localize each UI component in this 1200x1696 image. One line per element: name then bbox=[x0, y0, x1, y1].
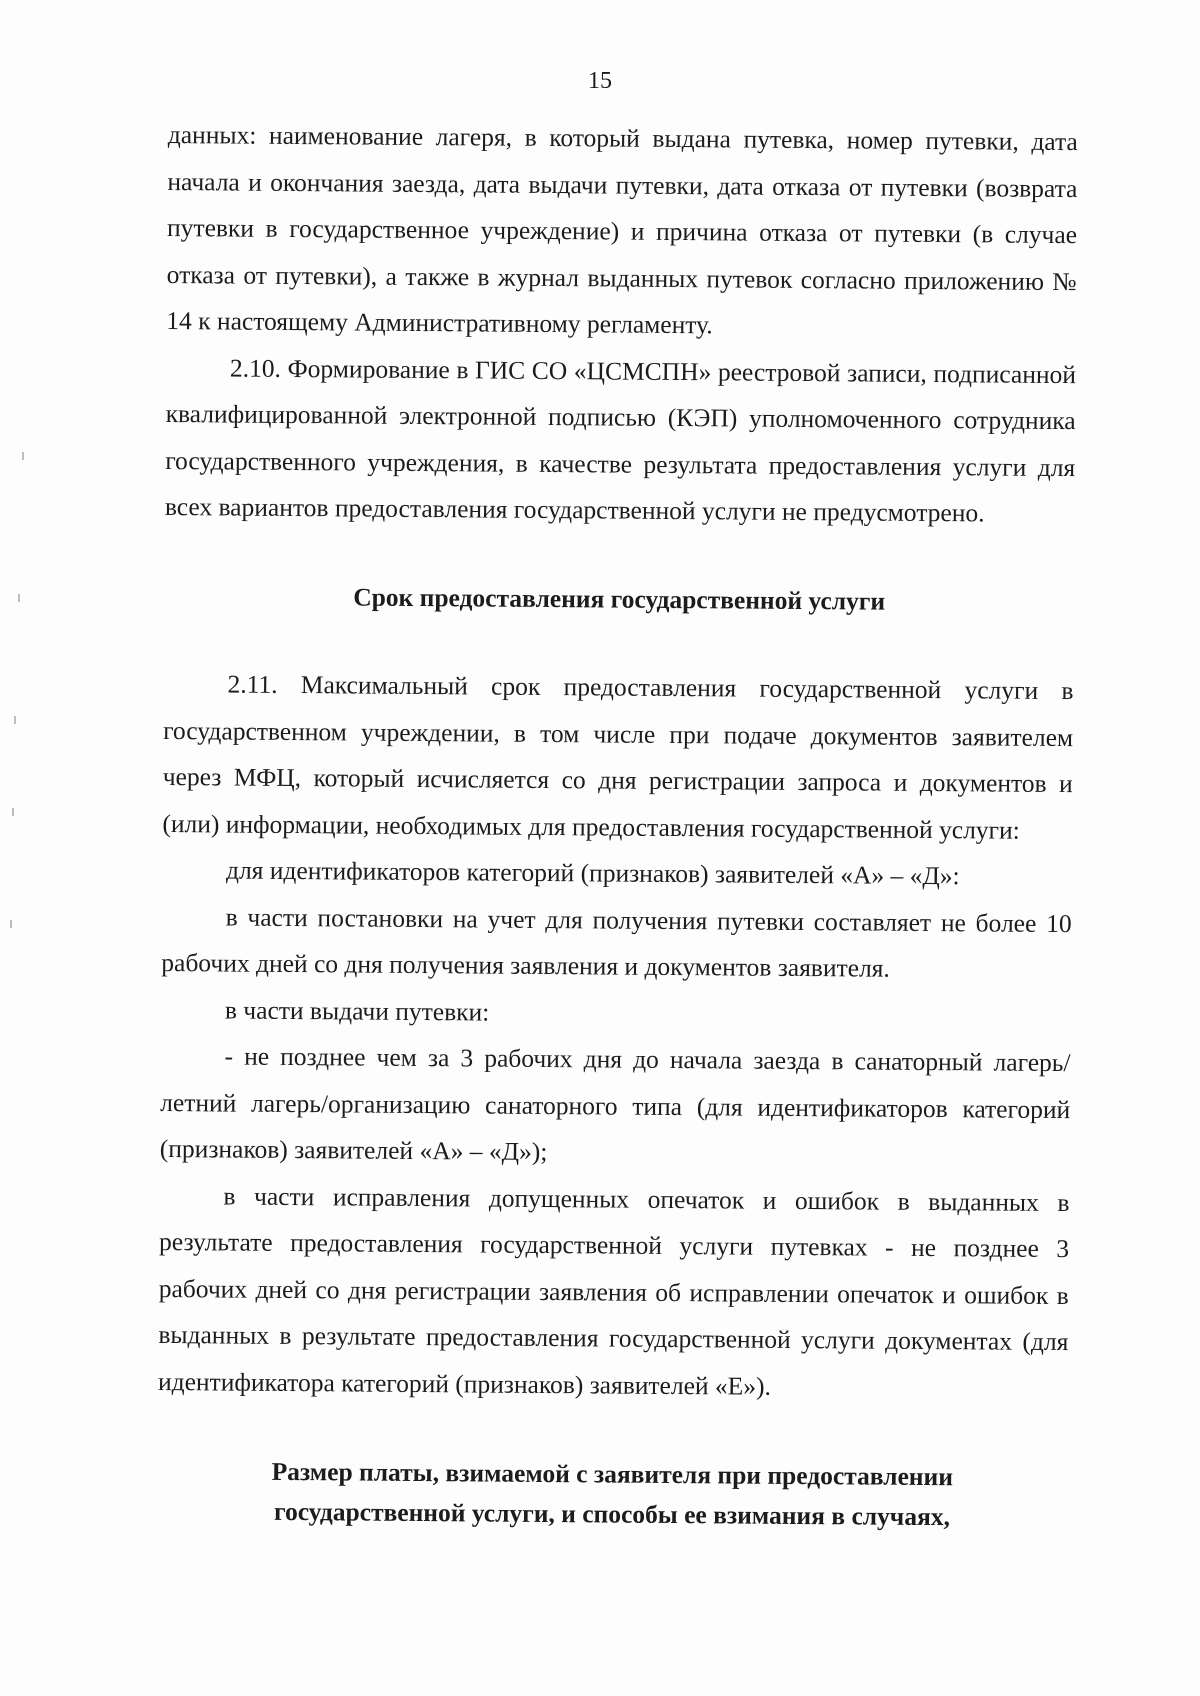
paragraph-2-11: 2.11. Максимальный срок предоставления государственной услуги в государственном учреждении, в том числе при подаче документов заявителем через МФЦ, который исчисляется со дня регистрации запроса и документов и (или) информации, необходимых для предоставления государственной услуги: bbox=[162, 669, 1074, 845]
paragraph-issuance: в части выдачи путевки: bbox=[224, 994, 490, 1027]
section-heading-fee-line-2: государственной услуги, и способы ее взимания в случаях, bbox=[273, 1496, 951, 1532]
scan-mark bbox=[14, 716, 16, 724]
section-heading-fee-line-1: Размер платы, взимаемой с заявителя при предоставлении bbox=[271, 1456, 954, 1492]
scan-mark bbox=[12, 808, 14, 816]
document-body bbox=[157, 112, 1078, 1538]
scan-mark bbox=[22, 452, 24, 460]
scan-mark bbox=[18, 594, 20, 602]
page-number: 15 bbox=[588, 68, 612, 94]
paragraph-corrections: в части исправления допущенных опечаток и ошибок в выданных в результате предоставления государственной услуги путевках - не позднее 3 рабочих дней со дня регистрации заявления об исправлении опечаток и ошибок в выданных в результате предоставления государственной услуги документах (для идентификатора категорий (признаков) заявителей «Е»). bbox=[157, 1180, 1070, 1401]
paragraph-registration: в части постановки на учет для получения путевки составляет не более 10 рабочих дней со дня получения заявления и документов заявителя. bbox=[161, 901, 1072, 983]
section-heading-term: Срок предоставления государственной услуги bbox=[353, 581, 886, 616]
paragraph-identifiers: для идентификаторов категорий (признаков) заявителей «А» – «Д»: bbox=[225, 855, 960, 891]
paragraph-issuance-deadline: - не позднее чем за 3 рабочих дня до начала заезда в санаторный лагерь/летний лагерь/организацию санаторного типа (для идентификаторов категорий (признаков) заявителей «А» – «Д»); bbox=[159, 1041, 1071, 1167]
paragraph-continuation: данных: наименование лагеря, в который выдана путевка, номер путевки, дата начала и окончания заезда, дата выдачи путевки, дата отказа от путевки (возврата путевки в государственное учреждение) и причина отказа от путевки (в случае отказа от путевки), а также в журнал выданных путевок согласно приложению № 14 к настоящему Административному регламенту. bbox=[166, 119, 1078, 340]
paragraph-2-10: 2.10. Формирование в ГИС СО «ЦСМСПН» реестровой записи, подписанной квалифицированной электронной подписью (КЭП) уполномоченного сотрудника государственного учреждения, в качестве результата предоставления услуги для всех вариантов предоставления государственной услуги не предусмотрено. bbox=[164, 352, 1077, 528]
section-heading-fee bbox=[157, 1451, 1068, 1538]
scan-mark bbox=[10, 920, 12, 928]
